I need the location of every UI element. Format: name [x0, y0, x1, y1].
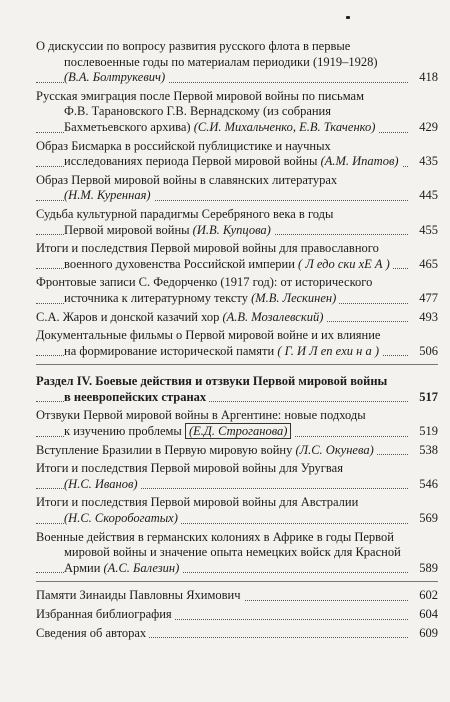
entry-last-line: [64, 188, 154, 204]
entry-last-line: [64, 511, 181, 527]
page-number: 493: [416, 310, 438, 326]
entry-title-line: Ф.В. Тарановского Г.В. Вернадскому (из собрания: [64, 104, 331, 119]
divider: [36, 364, 438, 365]
toc-entry: [36, 207, 438, 238]
entry-last-line: [36, 443, 377, 459]
entry-title-text: Избранная библиография: [36, 607, 172, 621]
toc-group-section-3: [36, 39, 438, 359]
entry-title-text: Вступление Бразилии в Первую мировую войну: [36, 442, 296, 457]
page-number: 435: [416, 154, 438, 170]
table-of-contents: [36, 39, 438, 644]
entry-title-text: исследованиях периода Первой мировой войны: [64, 154, 321, 169]
entry-author: (Н.С. Скоробогатых): [64, 511, 178, 526]
entry-author: (В.А. Болтрукевич): [64, 70, 166, 85]
page-number: 517: [416, 390, 438, 406]
entry-author: (А.В. Мозалевский): [222, 309, 324, 324]
toc-entry: [36, 443, 438, 459]
entry-author: (Н.С. Иванов): [64, 476, 138, 491]
entry-title-text: источника к литературному тексту: [64, 290, 252, 305]
entry-author: (М.В. Лескинен): [251, 290, 337, 305]
toc-entry: [36, 275, 438, 306]
entry-title-text: Армии: [64, 560, 104, 575]
entry-author: (И.В. Купцова): [192, 222, 271, 237]
entry-author: (А.М. Ипатов): [320, 154, 399, 169]
toc-entry: [36, 588, 438, 604]
entry-last-line: [36, 607, 175, 623]
entry-author: ( Г. И Л еп exи н а ): [277, 343, 380, 358]
page-number: 429: [416, 120, 438, 136]
page-number: 538: [416, 443, 438, 459]
entry-author: (С.И. Михальченко, Е.В. Ткаченко): [193, 119, 376, 134]
entry-title-line: Итоги и последствия Первой мировой войны для православного: [36, 241, 379, 256]
page-number: 445: [416, 188, 438, 204]
toc-entry: [36, 461, 438, 492]
page-number: 477: [416, 291, 438, 307]
section-heading: [36, 374, 438, 405]
entry-title-text: на формирование исторической памяти: [64, 343, 278, 358]
toc-group-appendix: [36, 588, 438, 641]
entry-last-line: [64, 257, 393, 273]
entry-title-line: Итоги и последствия Первой мировой войны для Австралии: [36, 495, 359, 510]
entry-author: (А.С. Балезин): [103, 560, 180, 575]
page-number: 604: [416, 607, 438, 623]
toc-entry: [36, 408, 438, 439]
entry-last-line: [64, 424, 294, 440]
entry-last-line: [36, 310, 326, 326]
entry-last-line: [64, 291, 339, 307]
entry-title-line: Военные действия в германских колониях в Африке в годы Первой: [36, 529, 394, 544]
toc-entry: [36, 173, 438, 204]
page-number: 609: [416, 626, 438, 642]
entry-title-text: Сведения об авторах: [36, 625, 147, 640]
entry-title-text: С.А. Жаров и донской казачий хор: [36, 309, 223, 324]
toc-entry: [36, 328, 438, 359]
entry-title-text: Бахметьевского архива): [64, 119, 194, 134]
toc-entry: [36, 495, 438, 526]
entry-last-line: [64, 120, 378, 136]
divider: [36, 581, 438, 582]
entry-author: ( Л едо ски хЕ А ): [298, 256, 390, 271]
entry-title-text: к изучению проблемы: [64, 424, 185, 439]
entry-title-line: Фронтовые записи С. Федорченко (1917 год): от исторического: [36, 275, 373, 290]
section-title-line1: Раздел IV. Боевые действия и отзвуки Первой мировой войны: [36, 374, 388, 389]
entry-author: (Е.Д. Строганова): [185, 423, 292, 439]
entry-title-text: Первой мировой войны: [64, 222, 193, 237]
page-number: 589: [416, 561, 438, 577]
toc-entry: [36, 139, 438, 170]
entry-last-line: [64, 561, 182, 577]
toc-entry: [36, 626, 438, 642]
page-number: 602: [416, 588, 438, 604]
entry-last-line: [36, 588, 244, 604]
page-number: 455: [416, 223, 438, 239]
entry-title-line: Судьба культурной парадигмы Серебряного века в годы: [36, 206, 334, 221]
toc-entry: [36, 89, 438, 136]
entry-last-line: [36, 626, 149, 642]
entry-last-line: [64, 477, 141, 493]
entry-title-line: мировой войны и значение опыта немецких войск для Красной: [64, 545, 401, 560]
page-number: 546: [416, 477, 438, 493]
entry-last-line: [64, 154, 402, 170]
toc-entry: [36, 607, 438, 623]
page-number: 519: [416, 424, 438, 440]
entry-author: (Н.М. Куренная): [64, 188, 151, 203]
entry-title-text: военного духовенства Российской империи: [64, 256, 299, 271]
entry-title-line: Образ Бисмарка в российской публицистике и научных: [36, 138, 331, 153]
page-number: 418: [416, 70, 438, 86]
entry-author: (Л.С. Окунева): [295, 442, 374, 457]
page-number: 465: [416, 257, 438, 273]
toc-entry: [36, 530, 438, 577]
toc-entry: [36, 241, 438, 272]
page-number: 506: [416, 344, 438, 360]
page-mark: [346, 16, 350, 19]
entry-title-line: Русская эмиграция после Первой мировой войны по письмам: [36, 88, 364, 103]
entry-last-line: [64, 70, 168, 86]
entry-last-line: [64, 344, 382, 360]
entry-title-line: Документальные фильмы о Первой мировой войне и их влияние: [36, 328, 381, 343]
toc-entry: [36, 39, 438, 86]
entry-last-line: [64, 223, 274, 239]
entry-title-line: О дискуссии по вопросу развития русского флота в первые: [36, 39, 351, 53]
section-title-line2: в неевропейских странах: [64, 390, 209, 406]
toc-group-section-4: [36, 408, 438, 576]
entry-title-line: Итоги и последствия Первой мировой войны для Уругвая: [36, 461, 343, 476]
entry-title-line: послевоенные годы по материалам периодики (1919–1928): [64, 54, 378, 69]
entry-title-line: Отзвуки Первой мировой войны в Аргентине: новые подходы: [36, 408, 366, 423]
page-number: 569: [416, 511, 438, 527]
entry-title-text: Памяти Зинаиды Павловны Яхимович: [36, 588, 241, 603]
entry-title-line: Образ Первой мировой войны в славянских литературах: [36, 172, 338, 187]
toc-entry: [36, 310, 438, 326]
